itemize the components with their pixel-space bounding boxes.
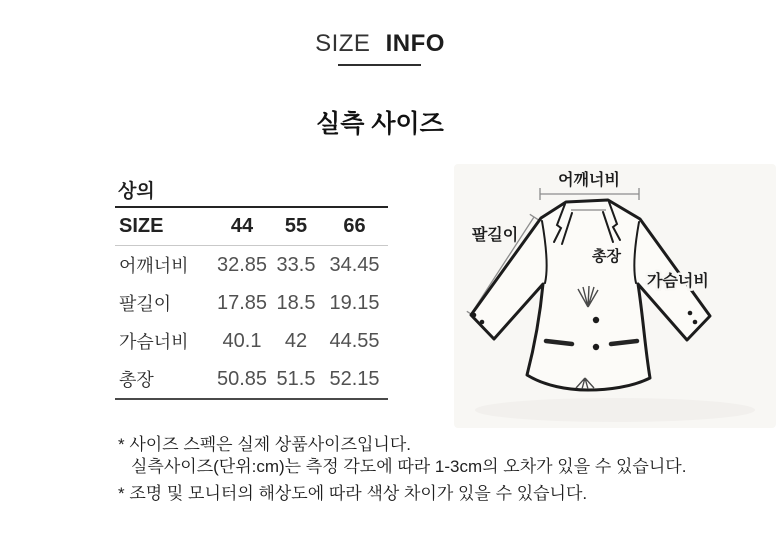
table-row-sleeve <box>115 284 388 322</box>
table-row-chest <box>115 322 388 360</box>
front-button <box>593 317 599 323</box>
measured-size-heading: 실측 사이즈 <box>316 110 444 138</box>
front-button <box>593 344 599 350</box>
page-title-info: INFO <box>385 30 445 57</box>
table-row-shoulder <box>115 246 388 285</box>
page-title-size: SIZE <box>315 30 371 57</box>
cuff-button <box>472 313 477 318</box>
section-label-top: 상의 <box>118 181 155 202</box>
cell-value: 52.15 <box>329 367 380 390</box>
cuff-button <box>480 320 485 325</box>
note-tolerance: 실측사이즈(단위:cm)는 측정 각도에 따라 1-3cm의 오차가 있을 수 있습니다. <box>131 457 687 476</box>
col-header-size: SIZE <box>119 215 164 237</box>
cell-value: 34.45 <box>329 253 380 276</box>
note-color-difference: * 조명 및 모니터의 해상도에 따라 색상 차이가 있을 수 있습니다. <box>118 484 588 503</box>
total-length-label: 총장 <box>592 248 621 265</box>
row-label-length: 총장 <box>119 370 154 390</box>
table-row-length <box>115 360 388 399</box>
cell-value: 18.5 <box>276 291 316 314</box>
cell-value: 32.85 <box>216 253 268 276</box>
row-label-shoulder: 어깨너비 <box>119 256 189 276</box>
col-header-44: 44 <box>230 215 254 237</box>
cell-value: 19.15 <box>329 291 380 314</box>
cell-value: 40.1 <box>222 329 262 352</box>
cuff-button <box>688 311 693 316</box>
cuff-button <box>693 320 698 325</box>
cell-value: 17.85 <box>216 291 268 314</box>
title-underline <box>338 64 421 66</box>
diagram-shadow <box>475 398 755 422</box>
cell-value: 33.5 <box>276 253 316 276</box>
chest-width-label: 가슴너비 <box>647 273 709 290</box>
right-pocket <box>611 341 637 344</box>
cell-value: 44.55 <box>329 329 380 352</box>
left-pocket <box>546 341 572 344</box>
jacket-measurement-diagram <box>450 158 780 438</box>
col-header-55: 55 <box>284 215 308 237</box>
size-table-header-row <box>115 207 388 246</box>
sleeve-length-label: 팔길이 <box>471 227 519 244</box>
row-label-chest: 가슴너비 <box>119 332 189 352</box>
note-size-spec: * 사이즈 스펙은 실제 상품사이즈입니다. <box>118 435 411 454</box>
row-label-sleeve: 팔길이 <box>119 294 172 314</box>
size-table <box>115 206 388 400</box>
cell-value: 42 <box>284 329 308 352</box>
shoulder-width-label: 어깨너비 <box>558 172 620 189</box>
page-title <box>0 30 760 58</box>
cell-value: 50.85 <box>216 367 268 390</box>
col-header-66: 66 <box>343 215 366 237</box>
cell-value: 51.5 <box>276 367 316 390</box>
